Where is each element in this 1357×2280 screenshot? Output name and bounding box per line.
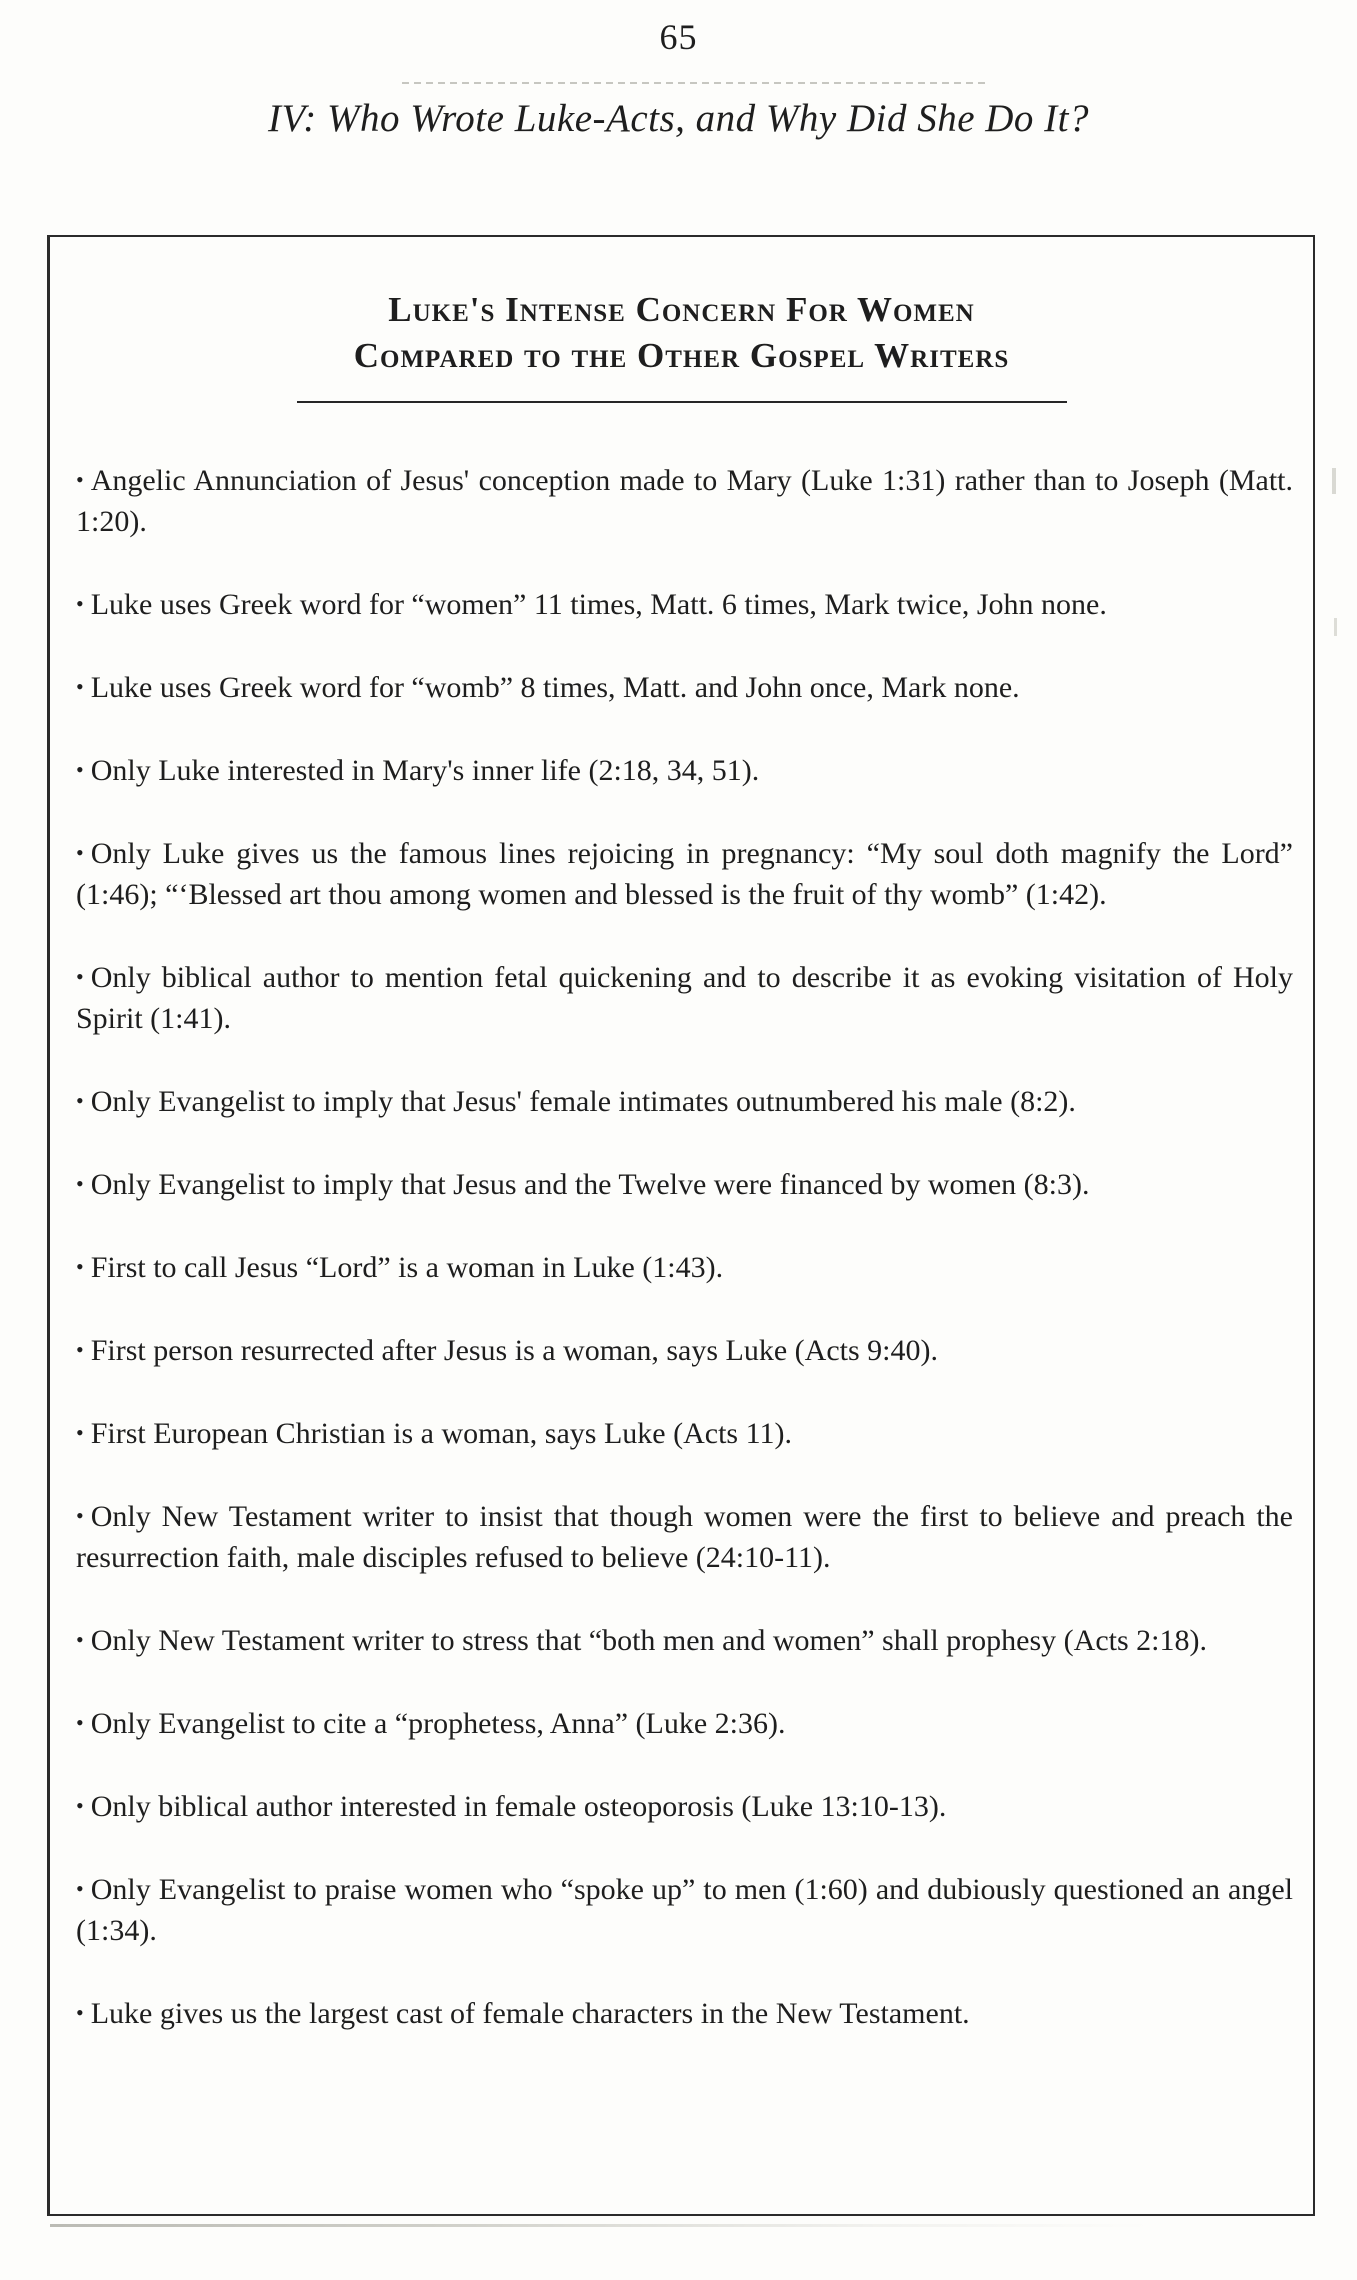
bullet-text: Luke uses Greek word for “women” 11 times, Matt. 6 times, Mark twice, John none. bbox=[90, 588, 1107, 621]
bullet-icon: • bbox=[76, 964, 84, 989]
scan-artifact-line bbox=[50, 2224, 1150, 2227]
bullet-icon: • bbox=[76, 1088, 84, 1113]
scan-speck bbox=[1332, 468, 1336, 494]
bullet-icon: • bbox=[76, 757, 84, 782]
list-item bbox=[76, 1619, 1293, 1661]
bullet-text: Only Evangelist to imply that Jesus' female intimates outnumbered his male (8:2). bbox=[90, 1085, 1076, 1118]
list-item bbox=[76, 1329, 1293, 1371]
box-title-line1: Luke's Intense Concern For Women bbox=[388, 290, 975, 329]
list-item bbox=[76, 956, 1293, 1039]
bullet-icon: • bbox=[76, 674, 84, 699]
bullet-icon: • bbox=[76, 1503, 84, 1528]
bullet-text: Only New Testament writer to insist that though women were the first to believe and preach the resurrection faith, male disciples refused to believe (24:10-11). bbox=[76, 1500, 1293, 1574]
bullet-text: Only biblical author to mention fetal quickening and to describe it as evoking visitation of Holy Spirit (1:41). bbox=[76, 961, 1293, 1035]
list-item bbox=[76, 1412, 1293, 1454]
bullet-text: Luke uses Greek word for “womb” 8 times, Matt. and John once, Mark none. bbox=[90, 671, 1020, 704]
bullet-icon: • bbox=[76, 1420, 84, 1445]
ruled-box bbox=[47, 235, 1315, 2216]
bullet-icon: • bbox=[76, 1254, 84, 1279]
bullet-text: Only New Testament writer to stress that “both men and women” shall prophesy (Acts 2:18). bbox=[90, 1624, 1207, 1657]
bullet-text: First to call Jesus “Lord” is a woman in Luke (1:43). bbox=[90, 1251, 724, 1284]
bullet-icon: • bbox=[76, 1171, 84, 1196]
bullet-text: Only Evangelist to cite a “prophetess, Anna” (Luke 2:36). bbox=[90, 1707, 786, 1740]
bullet-icon: • bbox=[76, 467, 84, 492]
title-underline-rule bbox=[297, 401, 1067, 403]
scan-speck bbox=[1334, 618, 1337, 636]
bullet-icon: • bbox=[76, 1876, 84, 1901]
page-number: 65 bbox=[659, 17, 698, 57]
chapter-heading: IV: Who Wrote Luke-Acts, and Why Did She Do It? bbox=[267, 97, 1089, 140]
list-item bbox=[76, 1868, 1293, 1951]
bullet-icon: • bbox=[76, 1710, 84, 1735]
list-item bbox=[76, 583, 1293, 625]
bullet-icon: • bbox=[76, 840, 84, 865]
bullet-icon: • bbox=[76, 1793, 84, 1818]
list-item bbox=[76, 1785, 1293, 1827]
bullet-text: Luke gives us the largest cast of female characters in the New Testament. bbox=[90, 1997, 970, 2030]
bullet-icon: • bbox=[76, 591, 84, 616]
box-title bbox=[50, 287, 1313, 379]
bullet-text: Only Evangelist to praise women who “spoke up” to men (1:60) and dubiously questioned an angel (1:34). bbox=[76, 1873, 1293, 1947]
bullet-icon: • bbox=[76, 1337, 84, 1362]
fact-list bbox=[50, 459, 1313, 2034]
box-title-line2: Compared to the Other Gospel Writers bbox=[353, 336, 1010, 375]
bullet-text: First person resurrected after Jesus is a woman, says Luke (Acts 9:40). bbox=[90, 1334, 938, 1367]
list-item bbox=[76, 1702, 1293, 1744]
list-item bbox=[76, 1992, 1293, 2034]
bullet-text: Only biblical author interested in female osteoporosis (Luke 13:10-13). bbox=[90, 1790, 947, 1823]
bullet-text: Only Luke interested in Mary's inner life (2:18, 34, 51). bbox=[90, 754, 760, 787]
bullet-icon: • bbox=[76, 1627, 84, 1652]
bullet-text: Angelic Annunciation of Jesus' conception made to Mary (Luke 1:31) rather than to Joseph (Matt. 1:20). bbox=[76, 464, 1293, 538]
list-item bbox=[76, 1495, 1293, 1578]
list-item bbox=[76, 749, 1293, 791]
list-item bbox=[76, 1163, 1293, 1205]
list-item bbox=[76, 1080, 1293, 1122]
list-item bbox=[76, 666, 1293, 708]
scan-artifact-line bbox=[402, 82, 990, 84]
list-item bbox=[76, 459, 1293, 542]
bullet-text: Only Evangelist to imply that Jesus and the Twelve were financed by women (8:3). bbox=[90, 1168, 1090, 1201]
list-item bbox=[76, 1246, 1293, 1288]
bullet-text: Only Luke gives us the famous lines rejoicing in pregnancy: “My soul doth magnify the Lord” (1:46); “‘Blessed art thou among women and blessed is the fruit of thy womb” (1:42). bbox=[76, 837, 1293, 911]
list-item bbox=[76, 832, 1293, 915]
bullet-icon: • bbox=[76, 2000, 84, 2025]
bullet-text: First European Christian is a woman, says Luke (Acts 11). bbox=[90, 1417, 792, 1450]
